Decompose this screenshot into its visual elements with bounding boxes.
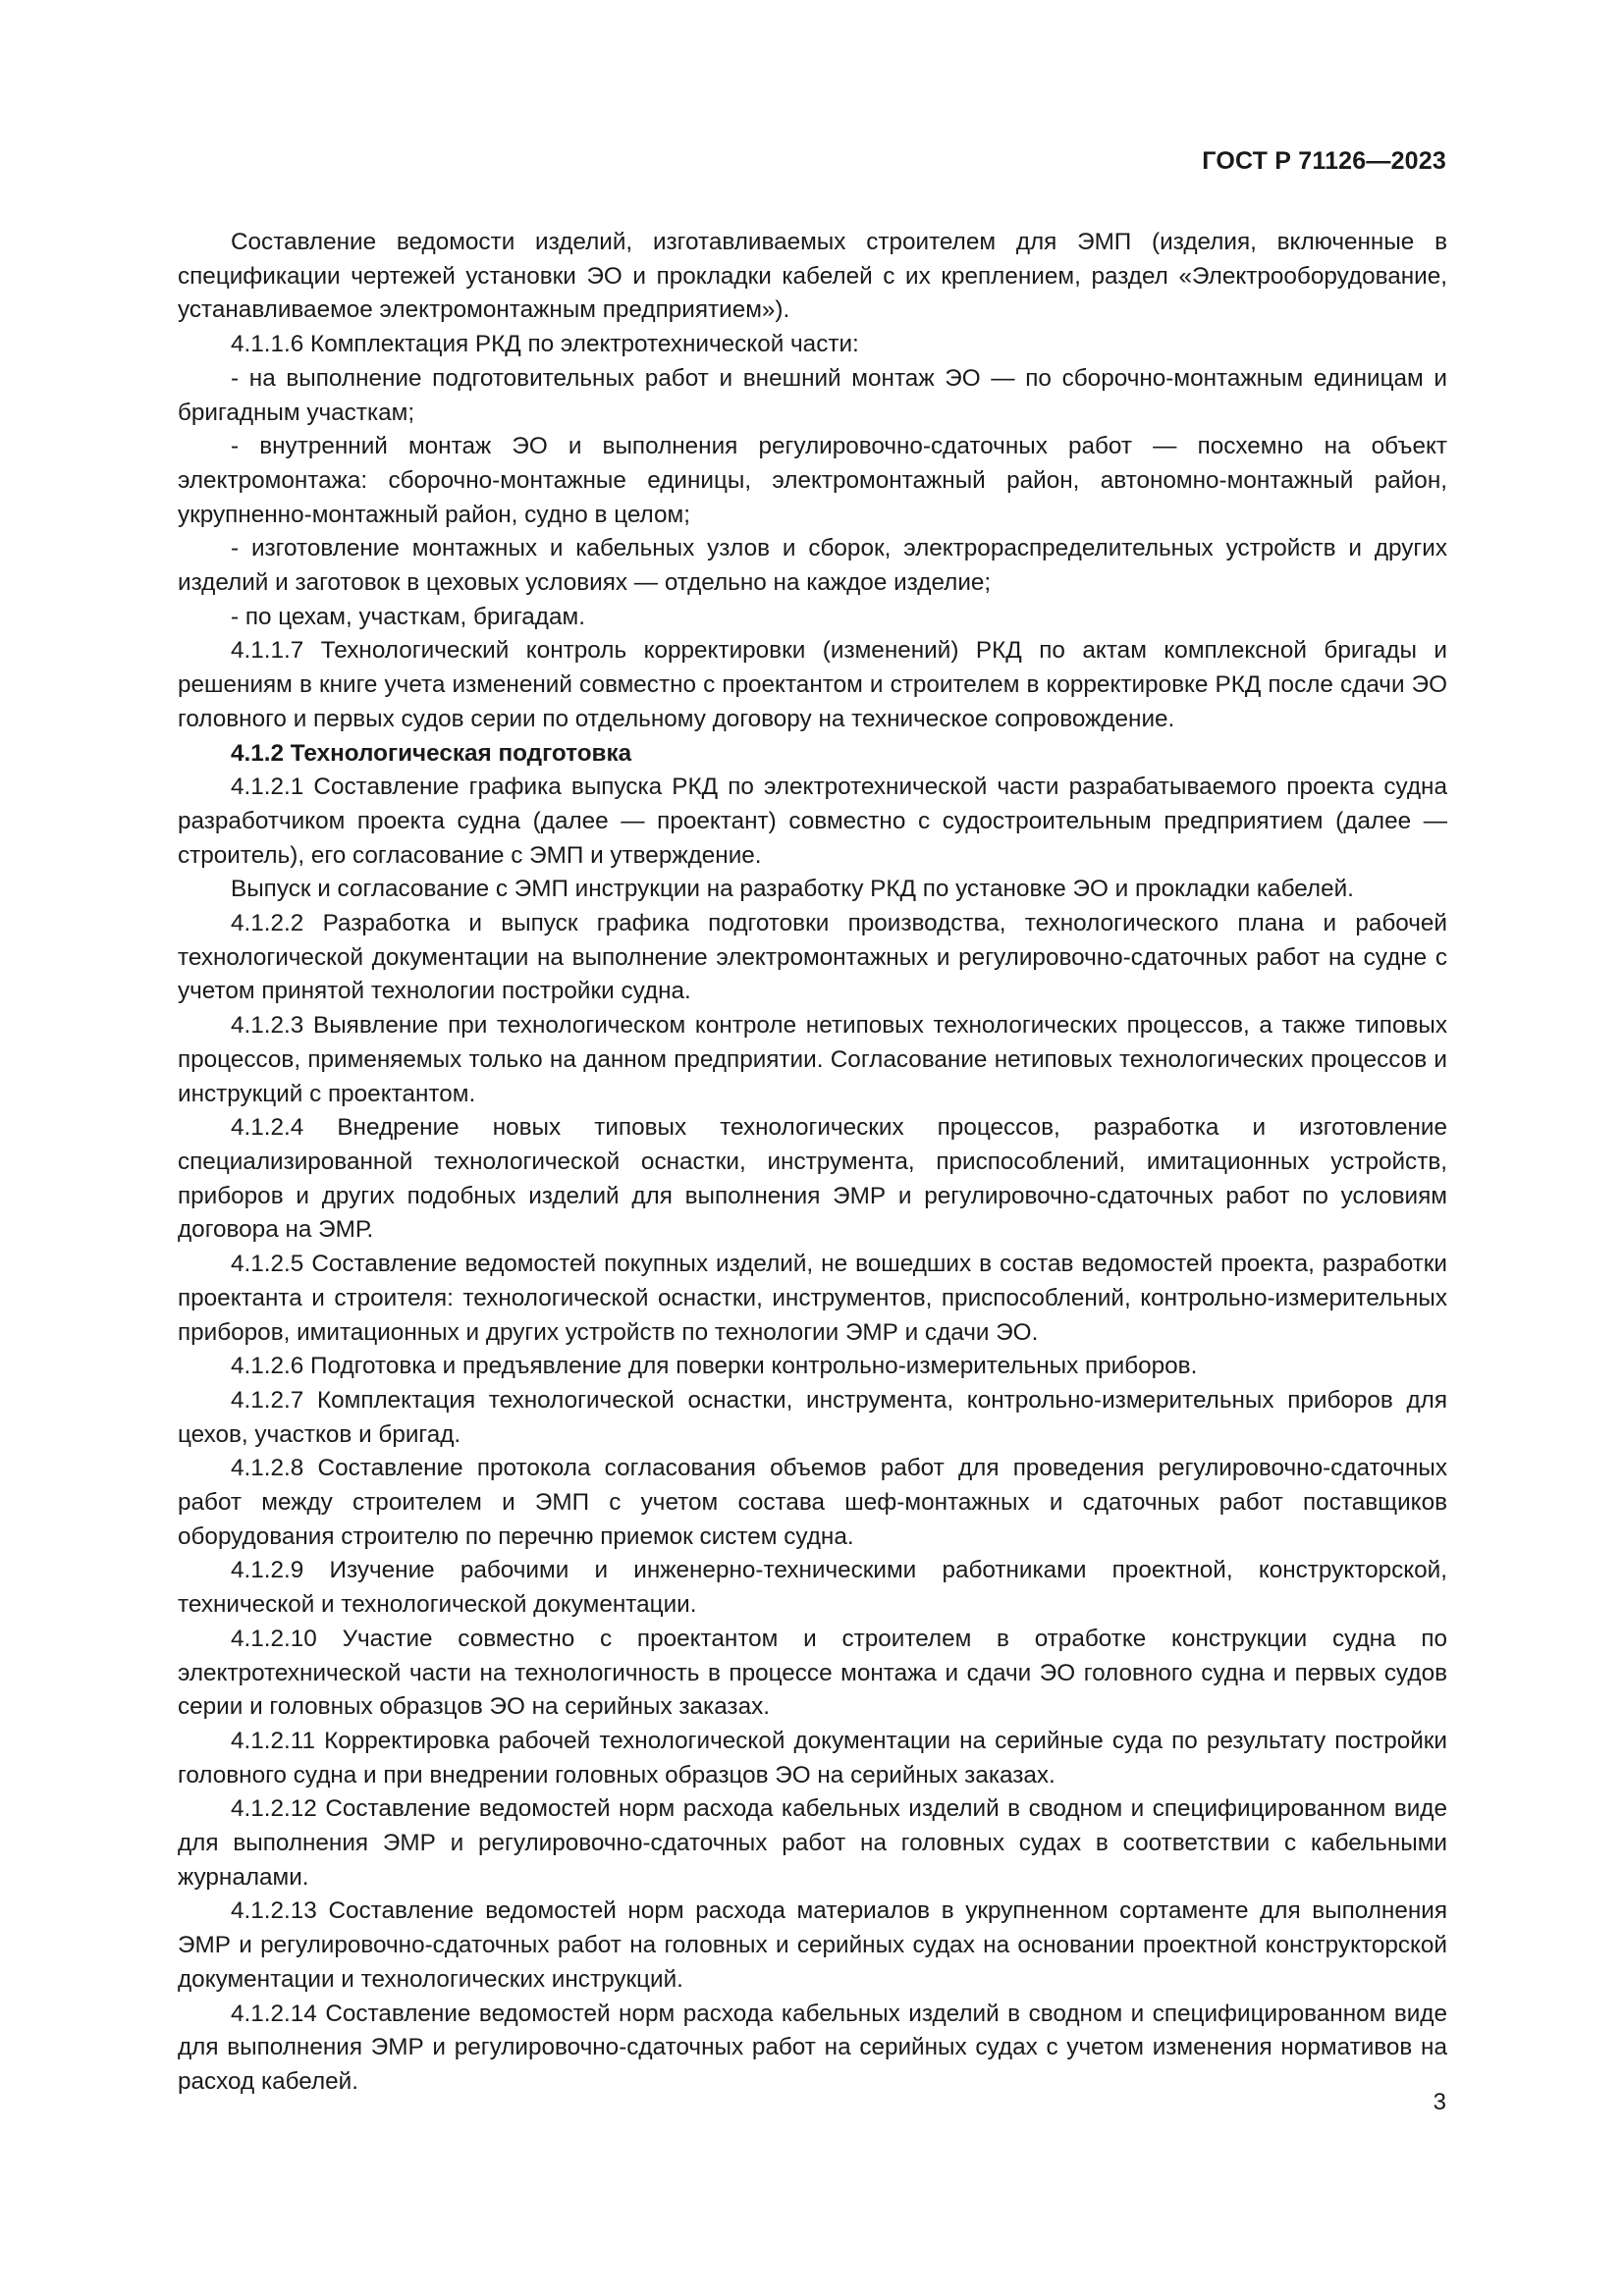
paragraph: 4.1.2.9 Изучение рабочими и инженерно-техническими работниками проектной, конструкторской, технической и технологической документации. xyxy=(178,1557,1447,1619)
section-heading: 4.1.2 Технологическая подготовка xyxy=(231,739,632,767)
paragraph: 4.1.2.8 Составление протокола согласования объемов работ для проведения регулировочно-сдаточных работ между строителем и ЭМП с учетом состава шеф-монтажных и сдаточных работ поставщиков оборудования строителю по перечню приемок систем судна. xyxy=(178,1455,1447,1550)
page-number: 3 xyxy=(1433,2089,1446,2115)
paragraph: 4.1.2.13 Составление ведомостей норм расхода материалов в укрупненном сортаменте для выполнения ЭМР и регулировочно-сдаточных работ на головных и серийных судах на основании проектной конструкторской документации и технологических инструкций. xyxy=(178,1897,1447,1993)
paragraph: 4.1.2.11 Корректировка рабочей технологической документации на серийные суда по результату постройки головного судна и при внедрении головных образцов ЭО на серийных заказах. xyxy=(178,1727,1447,1789)
paragraph: 4.1.1.7 Технологический контроль корректировки (изменений) РКД по актам комплексной бригады и решениям в книге учета изменений совместно с проектантом и строителем в корректировке РКД после сдачи ЭО головного и первых судов серии по отдельному договору на техническое сопровождение. xyxy=(178,637,1447,732)
paragraph: - внутренний монтаж ЭО и выполнения регулировочно-сдаточных работ — посхемно на объект электромонтажа: сборочно-монтажные единицы, электромонтажный район, автономно-монтажный район, укрупненно-монтажный район, судно в целом; xyxy=(178,433,1447,528)
paragraph: 4.1.2.2 Разработка и выпуск графика подготовки производства, технологического плана и рабочей технологической документации на выполнение электромонтажных и регулировочно-сдаточных работ на судне с учетом принятой технологии постройки судна. xyxy=(178,910,1447,1005)
paragraph: 4.1.2.10 Участие совместно с проектантом и строителем в отработке конструкции судна по электротехнической части на технологичность в процессе монтажа и сдачи ЭО головного судна и первых судов серии и головных образцов ЭО на серийных заказах. xyxy=(178,1625,1447,1721)
paragraph: 4.1.2.4 Внедрение новых типовых технологических процессов, разработка и изготовление специализированной технологической оснастки, инструмента, приспособлений, имитационных устройств, приборов и других подобных изделий для выполнения ЭМР и регулировочно-сдаточных работ по условиям договора на ЭМР. xyxy=(178,1114,1447,1244)
paragraph: - на выполнение подготовительных работ и внешний монтаж ЭО — по сборочно-монтажным единицам и бригадным участкам; xyxy=(178,364,1447,426)
paragraph: 4.1.2.3 Выявление при технологическом контроле нетиповых технологических процессов, а также типовых процессов, применяемых только на данном предприятии. Согласование нетиповых технологических процессов и инструкций с проектантом. xyxy=(178,1012,1447,1107)
standard-id-header: ГОСТ Р 71126—2023 xyxy=(1202,147,1446,175)
paragraph: - по цехам, участкам, бригадам. xyxy=(231,603,585,630)
paragraph: 4.1.1.6 Комплектация РКД по электротехнической части: xyxy=(231,331,859,358)
paragraph: 4.1.2.5 Составление ведомостей покупных изделий, не вошедших в состав ведомостей проекта, разработки проектанта и строителя: технологической оснастки, инструментов, приспособлений, контрольно-измерительных приборов, имитационных и других устройств по технологии ЭМР и сдачи ЭО. xyxy=(178,1251,1447,1346)
paragraph: - изготовление монтажных и кабельных узлов и сборок, электрораспределительных устройств и других изделий и заготовок в цеховых условиях — отдельно на каждое изделие; xyxy=(178,535,1447,597)
paragraph: Составление ведомости изделий, изготавливаемых строителем для ЭМП (изделия, включенные в спецификации чертежей установки ЭО и прокладки кабелей с их креплением, раздел «Электрооборудование, устанавливаемое электромонтажным предприятием»). xyxy=(178,229,1447,324)
paragraph: 4.1.2.6 Подготовка и предъявление для поверки контрольно-измерительных приборов. xyxy=(231,1353,1198,1380)
paragraph: 4.1.2.14 Составление ведомостей норм расхода кабельных изделий в сводном и специфицированном виде для выполнения ЭМР и регулировочно-сдаточных работ на серийных судах с учетом изменения нормативов на расход кабелей. xyxy=(178,2000,1447,2095)
document-body xyxy=(178,226,1447,2100)
paragraph: 4.1.2.1 Составление графика выпуска РКД по электротехнической части разрабатываемого проекта судна разработчиком проекта судна (далее — проектант) совместно с судостроительным предприятием (далее — строитель), его согласование с ЭМП и утверждение. xyxy=(178,774,1447,869)
paragraph: 4.1.2.7 Комплектация технологической оснастки, инструмента, контрольно-измерительных приборов для цехов, участков и бригад. xyxy=(178,1386,1447,1448)
paragraph: Выпуск и согласование с ЭМП инструкции на разработку РКД по установке ЭО и прокладки кабелей. xyxy=(231,876,1354,903)
paragraph: 4.1.2.12 Составление ведомостей норм расхода кабельных изделий в сводном и специфицированном виде для выполнения ЭМР и регулировочно-сдаточных работ на головных судах в соответствии с кабельными журналами. xyxy=(178,1795,1447,1891)
